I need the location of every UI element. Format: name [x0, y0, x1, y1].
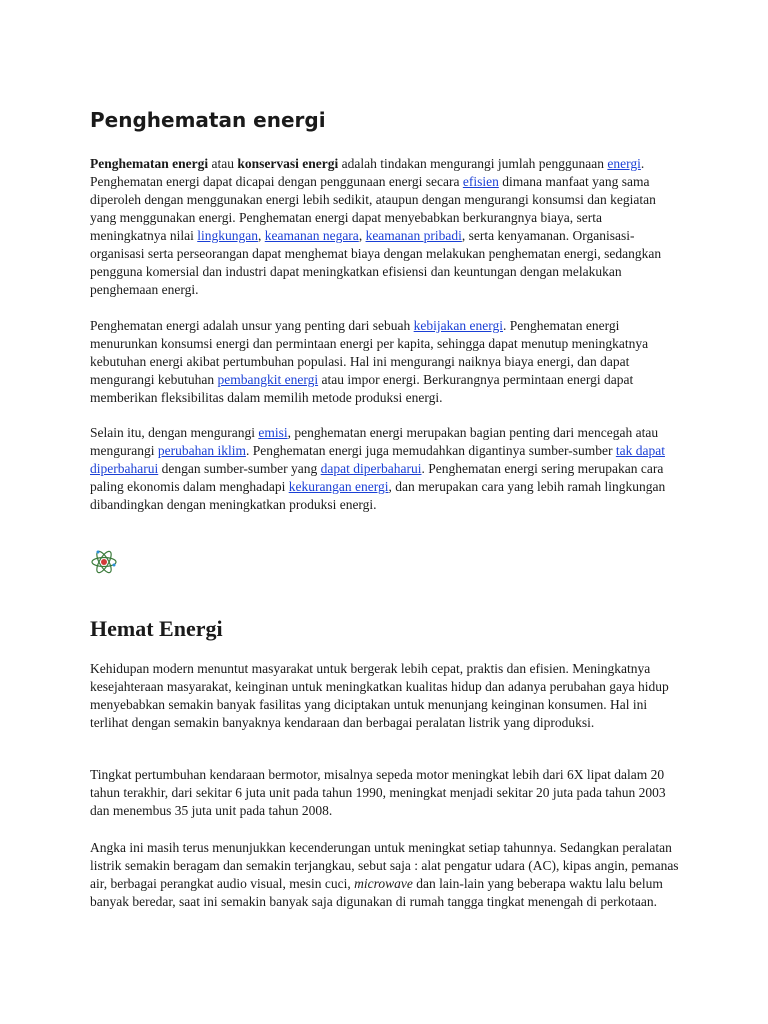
paragraph-3: [90, 424, 680, 514]
text: . Penghematan energi dapat dicapai dengan penggunaan energi secara: [90, 156, 645, 189]
paragraph-4: Kehidupan modern menuntut masyarakat untuk bergerak lebih cepat, praktis dan efisien. Meningkatnya kesejahteraan masyarakat, keinginan untuk meningkatkan kualitas hidup dan adanya perubahan gaya hidup menyebabkan semakin banyak fasilitas yang diciptakan untuk menunjang keinginan konsumen. Hal ini terlihat dengan semakin banyaknya kendaraan dan berbagai peralatan listrik yang diproduksi.: [90, 661, 669, 730]
link-energi[interactable]: energi: [607, 156, 641, 171]
text: Angka ini masih terus menunjukkan kecenderungan untuk meningkat setiap tahunnya. Sedangkan peralatan listrik semakin beragam dan semakin terjangkau, sebut saja : alat pengatur udara (AC), kipas angin, pemanas air, berbagai perangkat audio visual, mesin cuci,: [90, 840, 679, 891]
paragraph-6: [90, 839, 680, 911]
text: dengan sumber-sumber yang: [158, 461, 321, 476]
heading-hemat-energi: Hemat Energi: [90, 616, 223, 641]
link-keamanan-pribadi[interactable]: keamanan pribadi: [365, 228, 462, 243]
link-perubahan-iklim[interactable]: perubahan iklim: [157, 443, 246, 458]
bold-term: Penghematan energi: [90, 156, 209, 171]
text: atau impor energi. Berkurangnya permintaan energi dapat memberikan fleksibilitas dalam memilih metode produksi energi.: [90, 372, 634, 405]
text: Selain itu, dengan mengurangi: [90, 425, 259, 440]
link-pembangkit-energi[interactable]: pembangkit energi: [217, 372, 319, 387]
link-keamanan-negara[interactable]: keamanan negara: [264, 228, 359, 243]
link-kebijakan-energi[interactable]: kebijakan energi: [413, 318, 503, 333]
bold-term: konservasi energi: [237, 156, 339, 171]
link-tak-dapat-diperbaharui[interactable]: tak dapat diperbaharui: [90, 443, 665, 476]
text: dan lain-lain yang beberapa waktu lalu belum banyak beredar, saat ini semakin banyak saja digunakan di rumah tangga tingkat menengah di perkotaan.: [90, 876, 663, 909]
text: . Penghematan energi sering merupakan cara paling ekonomis dalam menghadapi: [90, 461, 664, 494]
text: ,: [257, 228, 265, 243]
text: , penghematan energi merupakan bagian penting dari mencegah atau mengurangi: [90, 425, 659, 458]
link-dapat-diperbaharui[interactable]: dapat diperbaharui: [320, 461, 422, 476]
text: adalah tindakan mengurangi jumlah penggunaan: [338, 156, 608, 171]
text: Penghematan energi adalah unsur yang penting dari sebuah: [90, 318, 414, 333]
heading-penghematan-energi: Penghematan energi: [90, 108, 326, 132]
text: , serta kenyamanan. Organisasi-organisasi serta perseorangan dapat menghemat biaya dengan melakukan penghematan energi, sedangkan pengguna komersial dan industri dapat meningkatkan efisiensi dan keuntungan dengan melakukan penghemaan energi.: [90, 228, 662, 297]
text: atau: [208, 156, 238, 171]
text: . Penghematan energi menurunkan konsumsi energi dan permintaan energi per kapita, sehingga dapat menutup meningkatnya kebutuhan energi akibat pertumbuhan populasi. Hal ini mengurangi naiknya biaya energi, dan dapat mengurangi kebutuhan: [90, 318, 649, 387]
link-kekurangan-energi[interactable]: kekurangan energi: [288, 479, 389, 494]
text: dimana manfaat yang sama diperoleh dengan menggunakan energi lebih sedikit, ataupun dengan mengurangi konsumsi dan kegiatan yang menggunakan energi. Penghematan energi dapat menyebabkan berkurangnya biaya, serta meningkatnya nilai: [90, 174, 656, 243]
atom-icon: [90, 547, 118, 577]
paragraph-2: [90, 317, 680, 407]
paragraph-5: Tingkat pertumbuhan kendaraan bermotor, misalnya sepeda motor meningkat lebih dari 6X lipat dalam 20 tahun terakhir, dari sekitar 6 juta unit pada tahun 1990, meningkat menjadi sekitar 20 juta pada tahun 2003 dan menembus 35 juta unit pada tahun 2008.: [90, 767, 666, 818]
paragraph-1: [90, 155, 680, 299]
text: ,: [358, 228, 366, 243]
text: , dan merupakan cara yang lebih ramah lingkungan dibandingkan dengan meningkatkan produksi energi.: [90, 479, 666, 512]
link-lingkungan[interactable]: lingkungan: [197, 228, 258, 243]
italic-term: microwave: [354, 876, 413, 891]
text: . Penghematan energi juga memudahkan digantinya sumber-sumber: [245, 443, 616, 458]
link-emisi[interactable]: emisi: [258, 425, 288, 440]
link-efisien[interactable]: efisien: [462, 174, 499, 189]
